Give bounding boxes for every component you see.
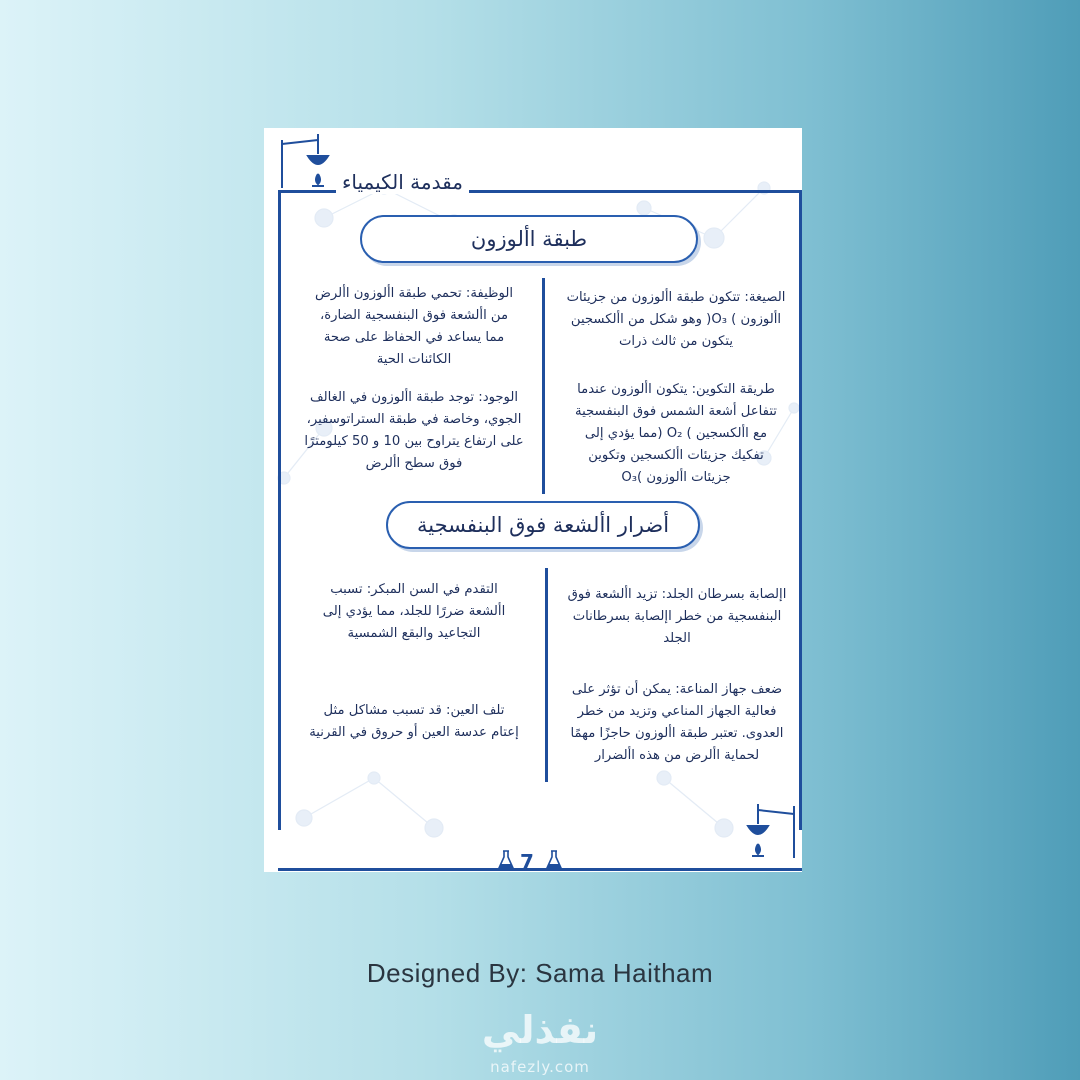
- aging-line-2: األشعة ضررًا للجلد، مما يؤدي إلى: [322, 604, 506, 619]
- formula-line-3: يتكون من ثالث ذرات: [618, 334, 734, 349]
- skin-cancer-paragraph: [554, 584, 800, 650]
- location-line-2: الجوي، وخاصة في طبقة الستراتوسفير،: [306, 412, 522, 427]
- location-line-1: الوجود: توجد طبقة األوزون في الغالف: [309, 390, 519, 405]
- function-line-2: من األشعة فوق البنفسجية الضارة،: [319, 308, 509, 323]
- formation-line-5: جزيئات األوزون )O₃: [621, 470, 731, 485]
- section-title-ozone: طبقة األوزون: [360, 215, 698, 263]
- formula-line-2: األوزون ) O₃( وهو شكل من األكسجين: [570, 312, 782, 327]
- section-title-uv-damage: أضرار األشعة فوق البنفسجية: [386, 501, 700, 549]
- formula-paragraph: [552, 287, 800, 353]
- column-divider: [545, 568, 548, 782]
- function-line-3: مما يساعد في الحفاظ على صحة: [323, 330, 505, 345]
- frame-left-line: [278, 190, 281, 830]
- location-line-3: على ارتفاع يتراوح بين 10 و 50 كيلومترًا: [304, 434, 524, 449]
- formation-paragraph: [552, 379, 800, 489]
- location-line-4: فوق سطح األرض: [365, 456, 463, 471]
- immune-line-2: فعالية الجهاز المناعي وتزيد من خطر: [577, 704, 777, 719]
- function-line-4: الكائنات الحية: [376, 352, 452, 367]
- immune-paragraph: [554, 679, 800, 767]
- eye-paragraph: [292, 700, 536, 744]
- frame-bottom-line: [278, 868, 802, 871]
- flask-icon: [498, 850, 514, 870]
- watermark-logo-latin: nafezly.com: [490, 1058, 590, 1076]
- aging-line-1: التقدم في السن المبكر: تسبب: [330, 582, 498, 597]
- location-paragraph: [292, 387, 536, 475]
- aging-paragraph: [292, 579, 536, 645]
- function-paragraph: [294, 283, 534, 371]
- formation-line-2: تتفاعل أشعة الشمس فوق البنفسجية: [575, 404, 777, 419]
- chapter-title: مقدمة الكيمياء: [336, 170, 469, 194]
- aging-line-3: التجاعيد والبقع الشمسية: [347, 626, 481, 641]
- eye-line-1: تلف العين: قد تسبب مشاكل مثل: [323, 703, 505, 718]
- formation-line-4: تفكيك جزيئات األكسجين وتكوين: [588, 448, 764, 463]
- eye-line-2: إعتام عدسة العين أو حروق في القرنية: [309, 725, 519, 740]
- immune-line-4: لحماية األرض من هذه األضرار: [594, 748, 760, 763]
- formula-line-1: الصيغة: تتكون طبقة األوزون من جزيئات: [566, 290, 786, 305]
- flask-icon: [546, 850, 562, 870]
- lab-apparatus-icon: [274, 130, 330, 194]
- document-page: [264, 128, 802, 872]
- immune-line-3: العدوى. تعتبر طبقة األوزون حاجزًا مهمًا: [570, 726, 784, 741]
- formation-line-3: مع األكسجين ) O₂ (مما يؤدي إلى: [584, 426, 768, 441]
- watermark-logo-arabic: نفذلي: [481, 1008, 599, 1052]
- skin-cancer-line-2: البنفسجية من خطر اإلصابة بسرطانات: [572, 609, 782, 624]
- column-divider: [542, 278, 545, 494]
- function-line-1: الوظيفة: تحمي طبقة األوزون األرض: [314, 286, 514, 301]
- skin-cancer-line-1: اإلصابة بسرطان الجلد: تزيد األشعة فوق: [567, 587, 787, 602]
- immune-line-1: ضعف جهاز المناعة: يمكن أن تؤثر على: [571, 682, 783, 697]
- page-number: 7: [520, 850, 534, 872]
- formation-line-1: طريقة التكوين: يتكون األوزون عندما: [577, 382, 775, 397]
- skin-cancer-line-3: الجلد: [663, 631, 691, 646]
- lab-apparatus-icon: [746, 800, 802, 864]
- designer-credit: Designed By: Sama Haitham: [366, 958, 714, 988]
